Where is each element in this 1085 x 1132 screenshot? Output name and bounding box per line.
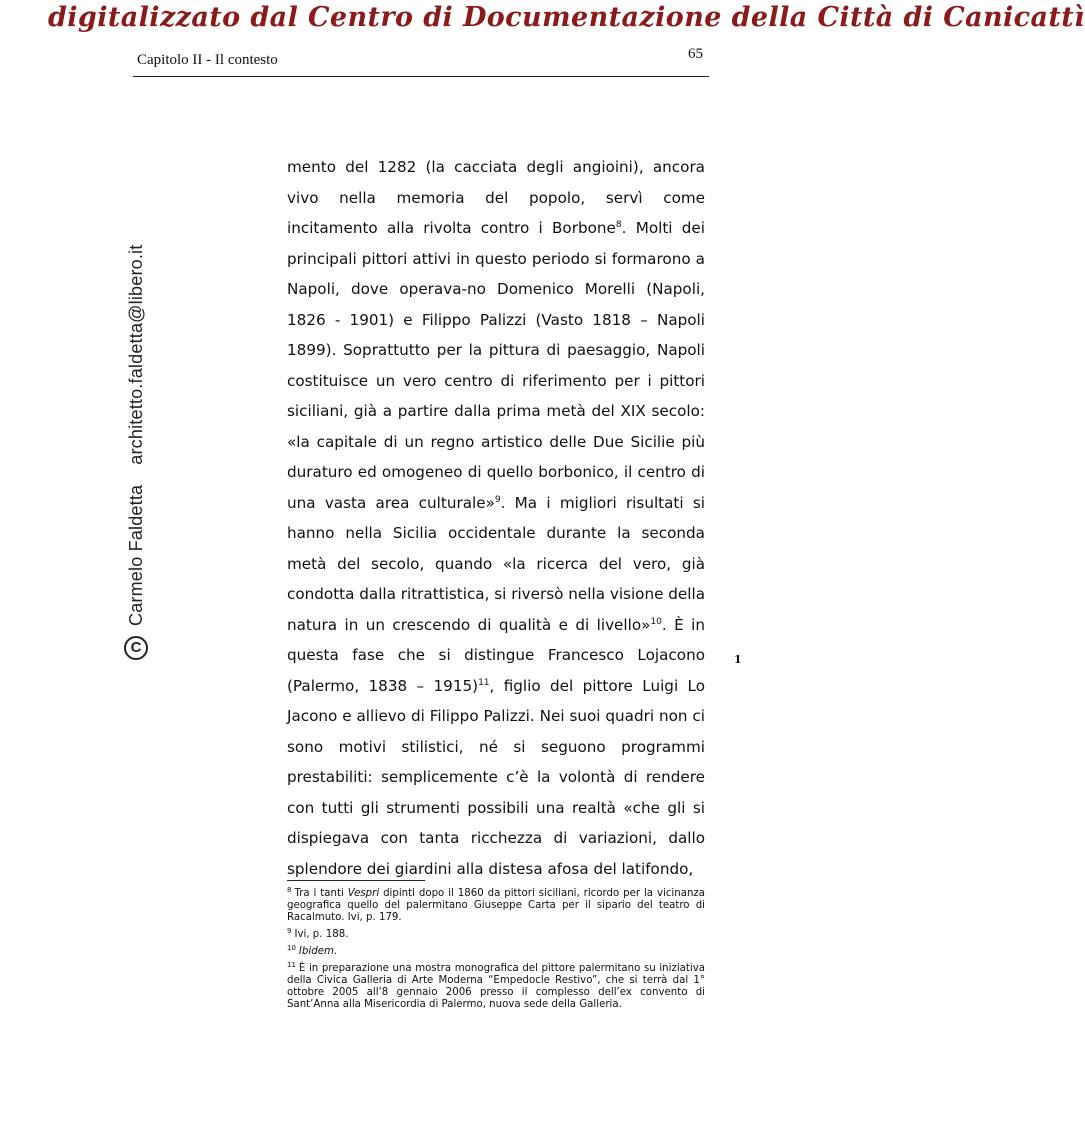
footnote-ref[interactable]: 10 — [650, 616, 662, 627]
footnote-text: Ivi, p. 188. — [294, 929, 349, 940]
margin-note: 1 — [734, 653, 742, 666]
body-paragraph — [287, 152, 705, 884]
footnote — [287, 926, 705, 941]
footnote-ref[interactable]: 8 — [615, 219, 622, 230]
chapter-title: Capitolo II - Il contesto — [137, 52, 278, 68]
footnote-number: 9 — [287, 926, 292, 935]
footnote-ref[interactable]: 11 — [478, 677, 490, 688]
footnote-number: 10 — [287, 943, 296, 952]
copyright-icon: C — [124, 636, 148, 660]
author-watermark — [124, 245, 148, 660]
footnote-text: È in preparazione una mostra monografica del pittore palermitano su iniziativa della Civica Galleria di Arte Moderna “Empedocle Restivo”, che si terrà dal 1° ottobre 2005 all’8 gennaio 2006 presso il complesso dell’ex convento di Sant’Anna alla Misericordia di Palermo, nuova sede della Galleria. — [287, 963, 705, 1010]
footnote — [287, 885, 705, 924]
footnote-text: . — [333, 946, 338, 957]
footnote-italic: Ibidem — [298, 946, 334, 957]
main-text — [287, 152, 705, 884]
author-email: architetto.faldetta@libero.it — [125, 244, 146, 465]
text-run: , figlio del pittore Luigi Lo Jacono e allievo di Filippo Palizzi. Nei suoi quadri non ci sono motivi stilistici, né si seguono programmi prestabiliti: semplicemente c’è la volontà di rendere con tutti gli strumenti possibili una realtà «che gli si dispiegava con tanta ricchezza di variazioni, dallo splendore dei giardini alla distesa afosa del latifondo, — [287, 676, 706, 878]
text-run: . Molti dei principali pittori attivi in questo periodo si formarono a Napoli, dove operava-no Domenico Morelli (Napoli, 1826 - 1901) e Filippo Palizzi (Vasto 1818 – Napoli 1899). Soprattutto per la pittura di paesaggio, Napoli costituisce un vero centro di riferimento per i pittori siciliani, già a partire dalla prima metà del XIX secolo: «la capitale di un regno artistico delle Due Sicilie più duraturo ed omogeneo di quello borbonico, il centro di una vasta area culturale» — [287, 219, 705, 512]
text-run: . È in questa fase che si distingue Francesco Lojacono (Palermo, 1838 – 1915) — [287, 615, 705, 695]
footnote-text: Tra i tanti — [294, 888, 348, 899]
footnote-ref[interactable]: 9 — [494, 494, 501, 505]
footnotes — [287, 885, 705, 1016]
footnote-divider — [287, 880, 425, 881]
footnote-number: 8 — [287, 885, 292, 894]
footnote-italic: Vespri — [347, 888, 380, 899]
page-number: 65 — [688, 46, 703, 62]
digitization-watermark: digitalizzato dal Centro di Documentazione della Città di Canicattì — [48, 2, 1085, 33]
footnote-number: 11 — [287, 960, 296, 969]
footnote — [287, 960, 705, 1011]
footnote — [287, 943, 705, 958]
author-name: Carmelo Faldetta — [125, 484, 146, 626]
text-run: . Ma i migliori risultati si hanno nella Sicilia occidentale durante la seconda metà del secolo, quando «la ricerca del vero, già condotta dalla ritrattistica, si riversò nella visione della natura in un crescendo di qualità e di livello» — [287, 493, 705, 634]
text-run: mento del 1282 (la cacciata degli angioini), ancora vivo nella memoria del popolo, servì come incitamento alla rivolta contro i Borbone — [287, 158, 705, 237]
page-header — [133, 44, 709, 77]
footnote-text: dipinti dopo il 1860 da pittori siciliani, ricordo per la vicinanza geografica quello del palermitano Giuseppe Carta per il sipario del teatro di Racalmuto. Ivi, p. 179. — [287, 888, 705, 923]
